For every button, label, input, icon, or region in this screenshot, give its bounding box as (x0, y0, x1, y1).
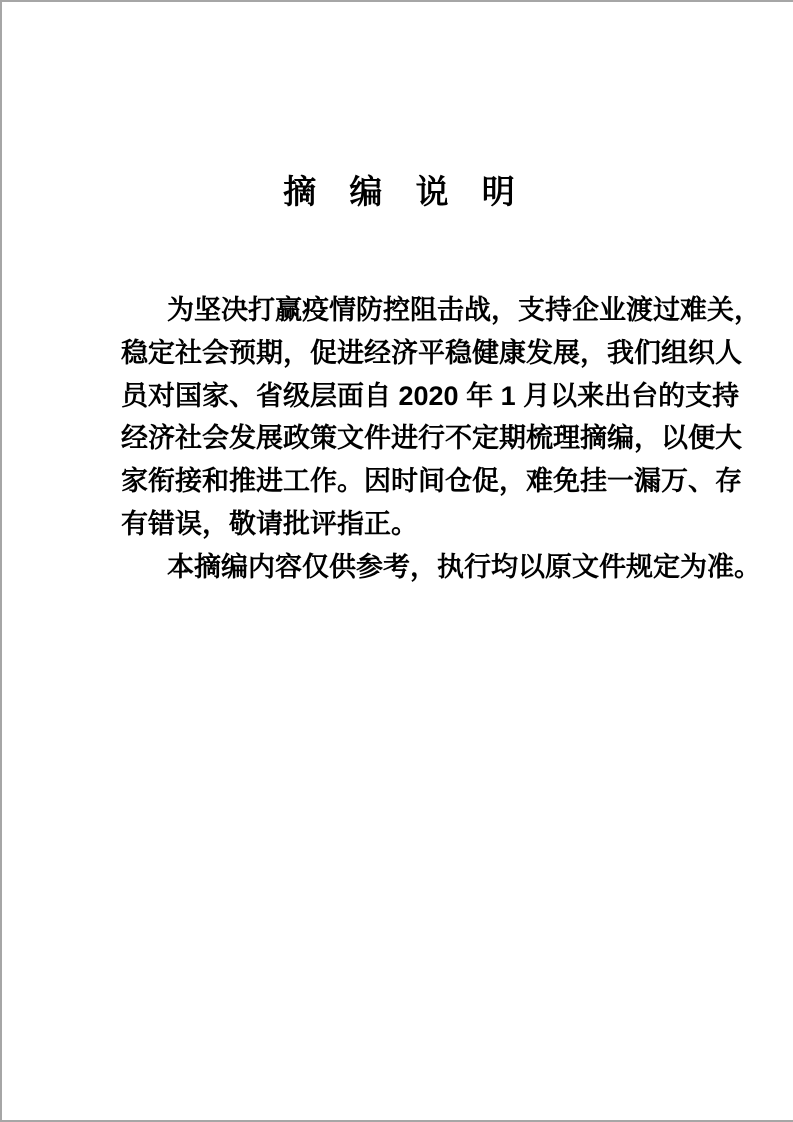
paragraph1-line-5: 家衔接和推进工作。因时间仓促，难免挂一漏万、存 (121, 466, 742, 497)
paragraph1-line-2: 稳定社会预期，促进经济平稳健康发展，我们组织人 (121, 337, 742, 368)
page-title: 摘 编 说 明 (283, 173, 515, 210)
paragraph1-line-4: 经济社会发展政策文件进行不定期梳理摘编，以便大 (121, 423, 742, 454)
paragraph1-line-3: 员对国家、省级层面自 2020 年 1 月以来出台的支持 (121, 380, 740, 411)
paragraph2-line-1: 本摘编内容仅供参考，执行均以原文件规定为准。 (167, 551, 761, 582)
body-text (121, 289, 761, 589)
paragraph1-line-1: 为坚决打赢疫情防控阻击战，支持企业渡过难关， (167, 295, 761, 325)
paragraph1-line-6: 有错误，敬请批评指正。 (121, 508, 418, 539)
